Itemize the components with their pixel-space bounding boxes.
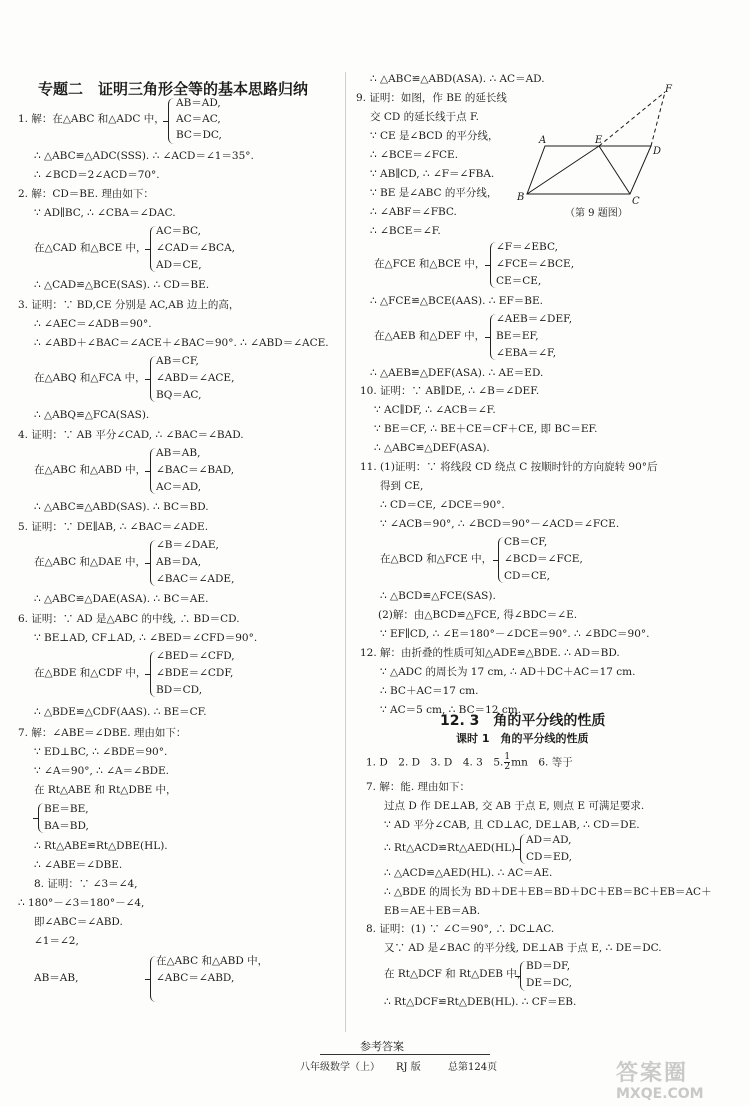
answer-line: ∴ △ABC≌△DAE(ASA). ∴ BC＝AE. bbox=[34, 593, 209, 605]
answer-line: 11. (1)证明：∵ 将线段 CD 绕点 C 按顺时针的方向旋转 90°后 bbox=[360, 461, 658, 473]
answer-line: BD＝CD, bbox=[156, 684, 203, 696]
answer-line: ∵ ∠ACB＝90°, ∴ ∠BCD＝90°－∠ACD＝∠FCE. bbox=[380, 518, 620, 530]
fraction-numerator: 1 bbox=[504, 752, 511, 762]
answer-line: 3. 证明：∵ BD,CE 分别是 AC,AB 边上的高， bbox=[18, 299, 240, 311]
answer-line: ∴ △ABC≌△DEF(ASA). bbox=[374, 442, 490, 454]
answer-line: 在△AEB 和△DEF 中， bbox=[374, 330, 486, 342]
label-c: C bbox=[632, 196, 640, 207]
answer-line: BE＝EF, bbox=[496, 330, 539, 342]
figure-9 bbox=[515, 80, 685, 220]
answer-line: 9. 证明：如图，作 BE 的延长线 bbox=[356, 92, 507, 104]
lesson-heading: 课时 1 角的平分线的性质 bbox=[456, 732, 589, 745]
answer-line: 在△ABQ 和△FCA 中， bbox=[34, 372, 146, 384]
answer-line: ∠BED＝∠CFD, bbox=[156, 650, 235, 662]
answer-line: ∠BAC＝∠BAD, bbox=[156, 464, 235, 476]
answer-line: ∠CAD＝∠BCA, bbox=[156, 242, 235, 254]
answer-line: 5. 证明：∵ DE∥AB, ∴ ∠BAC＝∠ADE. bbox=[18, 521, 209, 533]
answer-line: ∴ ∠ABE＝∠DBE. bbox=[34, 859, 123, 871]
answer-line: ∠BCD＝∠FCE, bbox=[504, 553, 583, 565]
answer-line: 12. 解：由折叠的性质可知△ADE≌△BDE. ∴ AD＝BD. bbox=[360, 647, 620, 659]
answer-line: ∴ Rt△DCF≌Rt△DEB(HL). ∴ CF＝EB. bbox=[384, 996, 577, 1008]
answer-line: ∴ CD＝CE, ∠DCE＝90°. bbox=[380, 499, 505, 511]
answer-line: ∵ BE 是∠ABC 的平分线， bbox=[370, 187, 498, 199]
answer-line bbox=[366, 753, 573, 772]
answer-line: 在△ABC 和△DAE 中， bbox=[34, 556, 147, 568]
figure-caption: （第 9 题图） bbox=[565, 208, 628, 219]
answer-line: ∴ ∠BCE＝∠FCE. bbox=[370, 149, 459, 161]
answer-line: ∠BDE＝∠CDF, bbox=[156, 667, 234, 679]
answer-line: BA＝BD, bbox=[44, 820, 89, 832]
answer-line: 过点 D 作 DE⊥AB, 交 AB 于点 E, 则点 E 可满足要求. bbox=[384, 800, 645, 812]
answer-line: 1. 解：在△ABC 和△ADC 中， bbox=[18, 113, 165, 125]
answer-line: AB＝AD, bbox=[176, 97, 221, 109]
answer-line: DE＝DC, bbox=[526, 977, 572, 989]
answer-line: 7. 解：能. 理由如下： bbox=[366, 781, 471, 793]
answer-line: ∴ △BCD≌△FCE(SAS). bbox=[380, 590, 496, 602]
answer-line: ∵ AC＝5 cm, ∴ BC＝12 cm. bbox=[380, 704, 522, 716]
fraction-denominator: 2 bbox=[504, 762, 511, 772]
answer-line: 8. 证明：∵ ∠3＝∠4, bbox=[34, 878, 138, 890]
watermark-url: MXQE.COM bbox=[616, 1086, 704, 1102]
answer-line: CE＝CE, bbox=[496, 275, 542, 287]
answer-line: ∴ △ABC≌△ADC(SSS). ∴ ∠ACD＝∠1＝35°. bbox=[34, 150, 254, 162]
answer-line: ∵ CE 是∠BCD 的平分线， bbox=[370, 130, 499, 142]
answer-line: 6. 证明：∵ AD 是△ABC 的中线, ∴ BD＝CD. bbox=[18, 613, 240, 625]
answer-line: ∴ △AEB≌△DEF(ASA). ∴ AE＝ED. bbox=[370, 367, 544, 379]
answer-line: ∠ABC＝∠ABD, bbox=[156, 972, 235, 984]
answer-line: AC＝BC, bbox=[156, 225, 202, 237]
answer-line: AD＝CE, bbox=[156, 259, 202, 271]
answer-line: 在△FCE 和△BCE 中， bbox=[374, 258, 486, 270]
answer-line: 得到 CE, bbox=[380, 480, 424, 492]
answer-line: 7. 解：∠ABE＝∠DBE. 理由如下： bbox=[18, 727, 187, 739]
answer-line: 8. 证明：(1) ∵ ∠C＝90°, ∴ DC⊥AC. bbox=[366, 923, 555, 935]
answer-line: ∵ BE⊥AD, CF⊥AD, ∴ ∠BED＝∠CFD＝90°. bbox=[34, 632, 258, 644]
choice-answers: 1. D 2. D 3. D 4. 3 5. bbox=[366, 756, 504, 769]
column-divider bbox=[345, 72, 346, 1032]
label-d: D bbox=[653, 146, 662, 157]
answer-line: 在△ABC 和△ABD 中， bbox=[156, 955, 269, 967]
answer-line: ∴ △BDE≌△CDF(AAS). ∴ BE＝CF. bbox=[34, 706, 207, 718]
label-b: B bbox=[517, 192, 525, 203]
answer-line: ∴ △FCE≌△BCE(AAS). ∴ EF＝BE. bbox=[370, 295, 543, 307]
answer-line: ∵ AB∥CD, ∴ ∠F＝∠FBA. bbox=[370, 168, 495, 180]
answer-line: ∵ △ADC 的周长为 17 cm, ∴ AD＋DC＋AC＝17 cm. bbox=[380, 666, 636, 678]
answer-line: CB＝CF, bbox=[504, 536, 548, 548]
label-f: F bbox=[665, 84, 672, 95]
answer-line: ∴ ∠BCE＝∠F. bbox=[370, 225, 441, 237]
section-title: 专题二 证明三角形全等的基本思路归纳 bbox=[38, 80, 309, 98]
answer-line: CD＝ED, bbox=[526, 851, 572, 863]
answer-line: ∵ BE＝CF, ∴ BE＋CE＝CF＋CE, 即 BC＝EF. bbox=[374, 423, 598, 435]
answer-line: ∵ AC∥DF, ∴ ∠ACB＝∠F. bbox=[374, 404, 496, 416]
answer-tail: mn 6. 等于 bbox=[511, 756, 573, 769]
fraction bbox=[504, 753, 510, 772]
answer-line: ∴ ∠ABF＝∠FBC. bbox=[370, 206, 457, 218]
answer-line: 在 Rt△ABE 和 Rt△DBE 中， bbox=[34, 784, 177, 796]
section-heading: 12. 3 角的平分线的性质 bbox=[440, 713, 606, 729]
answer-line: ∴ Rt△ACD≌Rt△AED(HL) bbox=[384, 842, 516, 854]
answer-line: 在 Rt△DCF 和 Rt△DEB 中， bbox=[384, 968, 528, 980]
brace bbox=[168, 98, 174, 144]
answer-line: ∴ △ABQ≌△FCA(SAS). bbox=[34, 409, 150, 421]
answer-line: ∴ ∠BCD＝2∠ACD＝70°. bbox=[34, 169, 160, 181]
watermark-title: 答案圈 bbox=[616, 1061, 689, 1086]
answer-line: ∴ △ACD≌△AED(HL). ∴ AC＝AE. bbox=[384, 867, 553, 879]
answer-line: AB＝AB, bbox=[34, 972, 79, 984]
answer-line: ∵ ∠A＝90°, ∴ ∠A＝∠BDE. bbox=[34, 765, 170, 777]
answer-line: BE＝BE, bbox=[44, 803, 89, 815]
answer-line: CD＝CE, bbox=[504, 570, 550, 582]
answer-line: ∠AEB＝∠DEF, bbox=[496, 313, 573, 325]
answer-line: (2)解：由△BCD≌△FCE, 得∠BDC＝∠E. bbox=[378, 609, 578, 621]
answer-line: 在△CAD 和△BCE 中， bbox=[34, 242, 147, 254]
answer-line: ∴ BC＋AC＝17 cm. bbox=[380, 685, 479, 697]
footer-title: 参考答案 bbox=[360, 1040, 404, 1053]
answer-line: ∠F＝∠EBC, bbox=[496, 241, 558, 253]
answer-line: AD＝AD, bbox=[526, 834, 572, 846]
answer-line: ∴ △CAD≌△BCE(SAS). ∴ CD＝BE. bbox=[34, 279, 210, 291]
segment-be bbox=[527, 146, 599, 194]
watermark-logo bbox=[616, 1062, 736, 1104]
segment-ce bbox=[599, 146, 630, 194]
answer-line: ∵ ED⊥BC, ∴ ∠BDE＝90°. bbox=[34, 746, 168, 758]
answer-line: 在△BCD 和△FCE 中， bbox=[380, 553, 493, 565]
answer-line: AB＝CF, bbox=[156, 355, 199, 367]
answer-line: AB＝AB, bbox=[156, 447, 201, 459]
label-e: E bbox=[595, 135, 603, 146]
answer-line: 10. 证明：∵ AB∥DE, ∴ ∠B＝∠DEF. bbox=[360, 385, 540, 397]
answer-line: ∴ 180°－∠3＝180°－∠4, bbox=[18, 897, 145, 909]
answer-line: ∠1＝∠2, bbox=[34, 935, 79, 947]
answer-line: ∵ AD∥BC, ∴ ∠CBA＝∠DAC. bbox=[34, 207, 176, 219]
answer-line: ∴ ∠ABD＋∠BAC＝∠ACE＋∠BAC＝90°. ∴ ∠ABD＝∠ACE. bbox=[34, 337, 329, 349]
footer-rule bbox=[320, 1054, 490, 1055]
answer-line: ∠EBA＝∠F, bbox=[496, 347, 557, 359]
answer-line: ∠ABD＝∠ACE, bbox=[156, 372, 235, 384]
answer-line: ∴ Rt△ABE≌Rt△DBE(HL). bbox=[34, 840, 168, 852]
answer-line: AC＝AD, bbox=[156, 481, 202, 493]
footer-edition: RJ 版 bbox=[396, 1062, 421, 1073]
answer-line: 在△BDE 和△CDF 中， bbox=[34, 667, 147, 679]
answer-line: ∵ AD 平分∠CAB, 且 CD⊥AC, DE⊥AB, ∴ CD＝DE. bbox=[384, 819, 640, 831]
answer-line: ∴ △BDE 的周长为 BD＋DE＋EB＝BD＋DC＋EB＝BC＋EB＝AC＋ bbox=[384, 886, 712, 898]
answer-line: ∵ EF∥CD, ∴ ∠E＝180°－∠DCE＝90°. ∴ ∠BDC＝90°. bbox=[380, 628, 650, 640]
answer-line: ∠FCE＝∠BCE, bbox=[496, 258, 575, 270]
answer-line: 2. 解：CD＝BE. 理由如下： bbox=[18, 188, 154, 200]
answer-line: BD＝DF, bbox=[526, 960, 571, 972]
answer-line: ∠B＝∠DAE, bbox=[156, 539, 219, 551]
answer-line: BQ＝AC, bbox=[156, 389, 202, 401]
answer-line: 即∠ABC＝∠ABD. bbox=[34, 916, 123, 928]
answer-line: AC＝AC, bbox=[176, 113, 221, 125]
answer-line: ∠BAC＝∠ADE, bbox=[156, 573, 235, 585]
answer-line: BC＝DC, bbox=[176, 129, 222, 141]
answer-line: ∴ △ABC≌△ABD(SAS). ∴ BC＝BD. bbox=[34, 501, 209, 513]
answer-line: 4. 证明：∵ AB 平分∠CAD, ∴ ∠BAC＝∠BAD. bbox=[18, 429, 244, 441]
segment-ef bbox=[599, 92, 665, 146]
answer-line: ∴ ∠AEC＝∠ADB＝90°. bbox=[34, 318, 152, 330]
answer-line: ∴ △ABC≌△ABD(ASA). ∴ AC＝AD. bbox=[370, 73, 545, 85]
answer-line: 在△ABC 和△ABD 中， bbox=[34, 464, 147, 476]
answer-line: 交 CD 的延长线于点 F. bbox=[370, 111, 479, 123]
answer-line: 又∵ AD 是∠BAC 的平分线, DE⊥AB 于点 E, ∴ DE＝DC. bbox=[384, 942, 662, 954]
footer-page: 总第124页 bbox=[448, 1062, 498, 1073]
footer-grade: 八年级数学（上） bbox=[300, 1062, 380, 1073]
answer-line: EB＝AE＋EB＝AB. bbox=[384, 905, 481, 917]
segment-df bbox=[651, 92, 665, 146]
label-a: A bbox=[539, 135, 547, 146]
answer-line: AB＝DA, bbox=[156, 556, 202, 568]
